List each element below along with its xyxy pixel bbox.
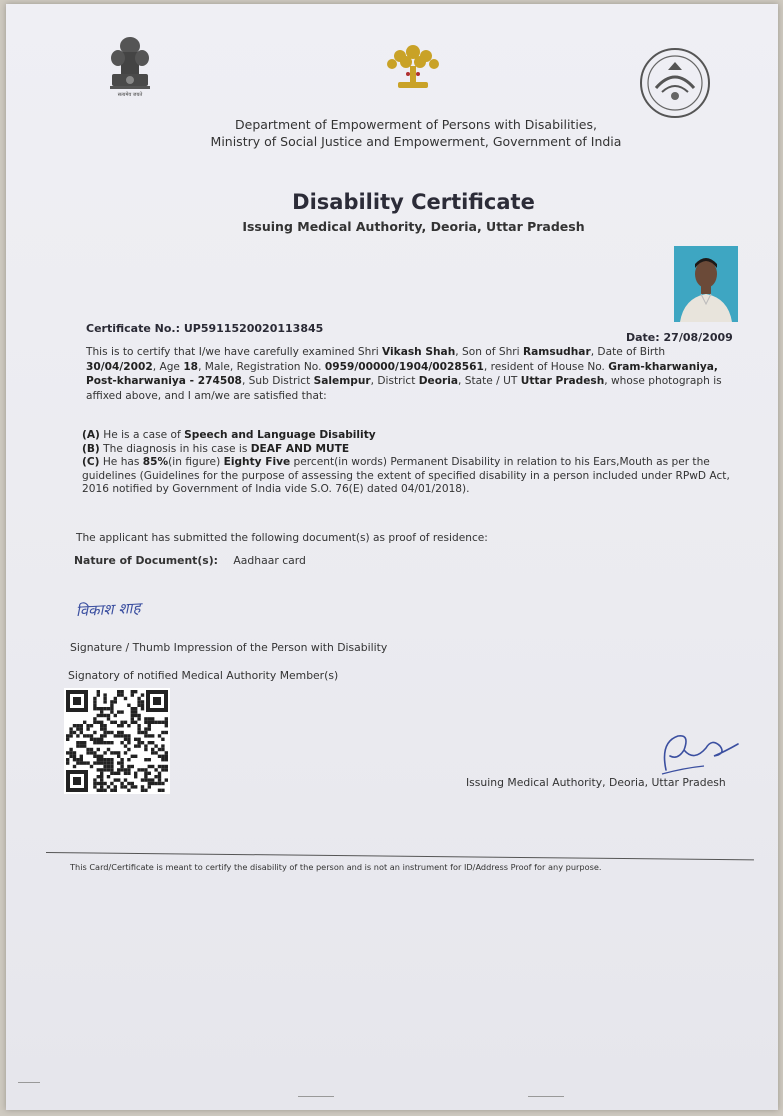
footer-divider [46,852,754,860]
body-text-4: , Age [152,360,184,373]
body-text-8: , District [370,375,419,387]
disability-type: Speech and Language Disability [184,429,376,441]
person-signature-label: Signature / Thumb Impression of the Person with Disability [70,641,388,654]
finding-c-text-2: (in figure) [168,456,224,469]
finding-b [82,443,740,457]
gold-tree-emblem-icon [378,40,448,96]
date-label: Date: [626,331,660,344]
nature-of-documents [74,554,306,567]
body-text-9: , State / UT [458,375,521,387]
certificate-date [626,331,733,344]
finding-b-label: (B) [82,442,100,455]
authority-subtitle: Issuing Medical Authority, Deoria, Uttar Pradesh [242,219,585,234]
signatory-label: Signatory of notified Medical Authority Member(s) [68,669,339,682]
body-text-6: , resident of House No. [483,360,609,373]
finding-c-text-1: He has [102,456,143,469]
body-text-5: , Male, Registration No. [198,360,325,373]
documents-label: Nature of Document(s): [74,554,218,567]
emblem-caption: सत्यमेव जयते [117,92,143,98]
body-text-3: , Date of Birth [590,346,666,358]
finding-c-text-3: percent(in words) Permanent Disability in relation to his Ears,Mouth as per the guidelines (Guidelines for the purpose of assessing the extent of specified disability in a person included under RPwD Act, 2016 notified by Government of India vide S.O. 76(E) dated 04/01/2018). [82,456,730,496]
applicant-photo [674,246,738,322]
applicant-name: Vikash Shah [382,346,456,358]
registration-number: 0959/00000/1904/0028561 [324,360,484,373]
district: Deoria [418,375,459,387]
body-text-10: , whose photograph is affixed above, and I am/we are satisfied that: [86,375,722,402]
body-text-1: This is to certify that I/we have carefully examined Shri [86,346,383,358]
certificate-paper [6,4,778,1110]
date-value: 27/08/2009 [663,331,733,344]
authority-signature [654,722,744,778]
finding-a [82,429,740,443]
paper-crease [298,1096,334,1097]
issuing-authority-label: Issuing Medical Authority, Deoria, Uttar Pradesh [466,776,726,789]
disability-percent: 85% [142,456,169,469]
department-line: Department of Empowerment of Persons with Disabilities, [235,117,597,132]
footer-disclaimer: This Card/Certificate is meant to certify the disability of the person and is not an instrument for ID/Address Proof for any purpose. [70,862,602,872]
father-name: Ramsudhar [522,346,591,358]
finding-a-label: (A) [82,429,100,441]
paper-crease [528,1096,564,1097]
diagnosis: DEAF AND MUTE [250,442,350,455]
up-government-seal-icon [634,46,716,120]
page-title: Disability Certificate [292,190,535,214]
certificate-number [86,322,323,335]
state: Uttar Pradesh [520,375,605,387]
applicant-handwritten-signature: विकाश शाह [75,598,141,621]
certificate-number-value: UP5911520020113845 [183,322,324,335]
paper-crease [18,1082,40,1083]
body-text-2: , Son of Shri [455,346,523,358]
date-of-birth: 30/04/2002 [86,360,153,373]
ministry-line: Ministry of Social Justice and Empowerment, Government of India [210,134,622,149]
documents-intro: The applicant has submitted the following document(s) as proof of residence: [76,532,488,544]
certification-paragraph [86,345,738,403]
house-address: Gram-kharwaniya, Post-kharwaniya - 274508 [86,360,718,387]
finding-b-text: The diagnosis in his case is [103,442,251,455]
age-value: 18 [183,360,199,373]
findings-list [82,429,740,497]
certificate-number-label: Certificate No.: [86,322,180,335]
finding-c [82,456,740,497]
qr-code [64,688,170,794]
finding-c-label: (C) [82,456,100,469]
body-text-7: , Sub District [241,375,314,387]
finding-a-text: He is a case of [103,429,185,441]
documents-value: Aadhaar card [233,554,306,567]
disability-percent-words: Eighty Five [223,456,291,469]
sub-district: Salempur [313,375,371,387]
